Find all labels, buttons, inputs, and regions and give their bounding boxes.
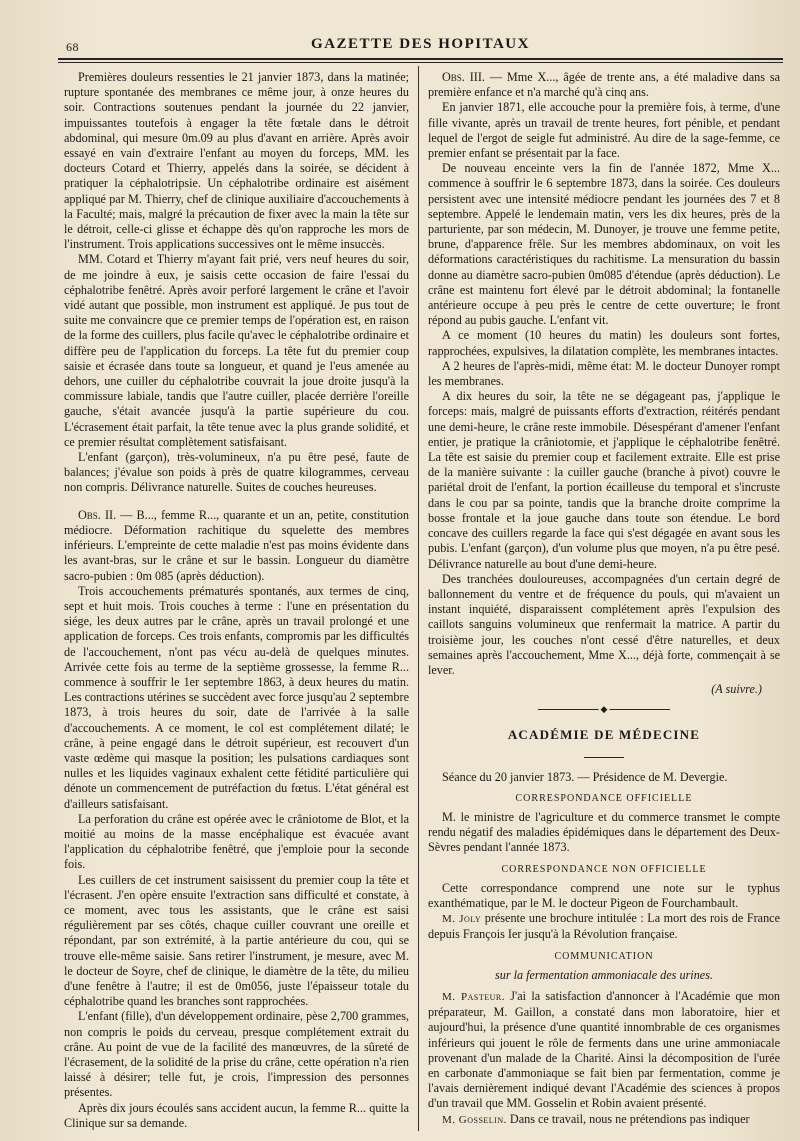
paragraph: Les cuillers de cet instrument saisissent du premier coup la tête et l'écrasent. J'en opère ensuite l'extraction sans difficulté et constate, à ce moment, avec tous les assistants, que le crâne est saisi régulièrement par ses côtés, chaque cuiller couvrant une oreille et répondant, par son extrémité, à la partie antérieure du cou, qui se trouve elle-même saisie. Sans retirer l'instrument, je mesure, avec M. le docteur de Soyre, chef de clinique, le diamètre de la tête, du milieu d'une fenêtre à l'autre; il est de 0m056, juste l'épaisseur totale du céphalotribe quand les branches sont rapprochées.: [64, 872, 409, 1009]
paragraph-text: Dans ce travail, nous ne prétendions pas indiquer: [506, 1111, 750, 1126]
header-rule-thin: [58, 62, 783, 63]
speaker-name: M. Joly: [442, 913, 482, 926]
paragraph: M. le ministre de l'agriculture et du commerce transmet le compte rendu négatif des maladies épidémiques dans le département des Deux-Sèvres pendant l'année 1873.: [428, 809, 780, 855]
subheading: COMMUNICATION: [554, 950, 654, 962]
to-be-continued: (A suivre.): [711, 682, 762, 697]
ornamental-separator: [428, 705, 780, 713]
paragraph: [428, 70, 780, 100]
paragraph: A dix heures du soir, la tête ne se dégageant pas, j'applique le forceps: mais, malgré de puissants efforts d'extraction, réitérés pendant une demi-heure, le crâne reste immobile. Désespérant d'amener l'enfant entier, je pratique la crâniotomie, et j'applique le céphalotribe fenêtré. La tête est saisie du premier coup et facilement extraite. Elle est prise de la manière suivante : la cuiller gauche (branche à pivot) couvre le pariétal droit de l'enfant, la portion écailleuse du temporal et s'incruste dans le cou par sa pointe, tandis que la branche droite comprime la bosse frontale et la joue gauche dans toute son étendue. Le bord concave des cuillers regarde la face qui s'est dégagée en avant sous les pubis. L'enfant (garçon), d'un volume plus que moyen, n'a pu être pesé. Délivrance naturelle au bout d'une demi-heure.: [428, 389, 780, 571]
observation-label: Obs. III.: [442, 70, 485, 84]
paragraph: La perforation du crâne est opérée avec le crâniotome de Blot, et la moitié au moins de la masse encéphalique est évacuée avant l'application du céphalotribe fenêtré, que j'emploie pour la seconde fois.: [64, 811, 409, 872]
speaker-name: M. Gosselin.: [442, 1113, 507, 1126]
communication-subtitle: sur la fermentation ammoniacale des urines.: [494, 967, 713, 982]
paragraph: De nouveau enceinte vers la fin de l'année 1872, Mme X... commence à souffrir le 6 septembre 1873, dans la soirée. Ces douleurs persistent avec une intensité médiocre pendant les journées des 7 et 8 septembre. Appelé le lendemain matin, vers les dix heures, près de la parturiente, par son médecin, M. Dunoyer, je trouve une femme petite, brune, d'apparence frêle. Sur les membres abdominaux, on voit les déformations caractéristiques du rachitisme. La mensuration du bassin donne au diamètre sacro-pubien 0m085 d'étendue (après déduction). Le crâne est maintenu fort élevé par le détroit abdominal; la fontanelle antérieure occupe à peu près le centre de cette ouverture; le front répond au pubis gauche. L'enfant vit.: [428, 161, 780, 328]
paragraph: Après dix jours écoulés sans accident aucun, la femme R... quitte la Clinique sur sa demande.: [64, 1100, 409, 1130]
paragraph: L'enfant (garçon), très-volumineux, n'a pu être pesé, faute de balances; j'évalue son poids à près de quatre kilogrammes, cerveau non compris. Délivrance naturelle. Suites de couches heureuses.: [64, 450, 409, 495]
paragraph: Trois accouchements prématurés spontanés, aux termes de cinq, sept et huit mois. Trois couches à terme : l'une en présentation du siége, les deux autres par le crâne, après un travail prolongé et une application de forceps. Ces trois enfants, compromis par les difficultés de l'accouchement, n'ont pas vécu au-delà de quelques minutes. Arrivée cette fois au terme de la septième grossesse, la femme R... commence à souffrir le 1er septembre 1863, à deux heures du matin. Les contractions utérines se succèdent avec force jusqu'au 2 septembre 1873, à trois heures du soir, date de l'arrivée à la salle d'accouchements. A ce moment, le col est complétement dilaté; le crâne, à peine engagé dans le détroit supérieur, est recouvert d'un vaste œdème qui masque la position; les pulsations cardiaques sont nulles et les liquides vaginaux exhalent cette fétidité particulière qui dénote un commencement de putréfaction du fœtus. L'état général est d'ailleurs satisfaisant.: [64, 583, 409, 811]
session-line: Séance du 20 janvier 1873. — Présidence de M. Devergie.: [442, 769, 728, 784]
paragraph: [428, 989, 780, 1112]
paragraph-text: — Mme X..., âgée de trente ans, a été maladive dans sa première enfance et n'a marché qu'à cinq ans.: [428, 70, 780, 100]
paragraph: L'enfant (fille), d'un développement ordinaire, pèse 2,700 grammes, non compris le poids du cerveau, presque complétement extrait du crâne. Au point de vue de la facilité des manœuvres, de la sûreté de l'écrasement, de la solidité de la prise du crâne, cette opération n'a rien laissé à désirer; telle fut, je crois, l'impression des personnes présentes.: [64, 1009, 409, 1100]
section-title: ACADÉMIE DE MÉDECINE: [507, 727, 701, 743]
speaker-name: M. Pasteur.: [442, 990, 506, 1003]
paragraph: Cette correspondance comprend une note sur le typhus exanthématique, par le M. le docteur Pigeon de Fourchambault.: [428, 880, 780, 910]
paragraph-text: — B..., femme R..., quarante et un an, petite, constitution médiocre. Déformation rachitique du squelette des membres inférieurs. L'empreinte de cette maladie n'est pas moins évidente dans les avant-bras, sur le crâne et sur le bassin. Longueur du diamètre sacro-pubien : 0m 085 (après déduction).: [64, 507, 409, 583]
paragraph: [64, 508, 409, 584]
right-column: [428, 70, 780, 1130]
page-header: [58, 28, 783, 58]
paragraph: Premières douleurs ressenties le 21 janvier 1873, dans la matinée; rupture spontanée des membranes ce même jour, à onze heures du soir. Contractions soutenues pendant la journée du 22 janvier, impuissantes toutefois à engager la tête fœtale dans le détroit abdominal, qui mesure 0m.09 au plus d'avant en arrière. Après avoir essayé en vain d'extraire l'enfant au moyen du forceps, MM. les docteurs Cotard et Thierry, appelés dans la soirée, se décident à pratiquer la céphalotripsie. Un céphalotribe ordinaire est aisément appliqué par M. Thierry, chef de clinique auxiliaire d'accouchements à la Faculté; mais, malgré la précaution de fixer avec la main la tête sur le détroit, celle-ci glisse et échappe dès qu'on rapproche les mors de l'instrument. Trois applications successives ont le même insuccès.: [64, 70, 409, 252]
paragraph: MM. Cotard et Thierry m'ayant fait prié, vers neuf heures du soir, de me joindre à eux, je saisis cette occasion de faire l'essai du céphalotribe fenêtré. Après avoir perforé largement le crâne et l'avoir vidé autant que possible, mon instrument est appliqué. Je pus tout de suite me convaincre que ce premier temps de l'opération est, en raison de la forme des cuillers, plus facile qu'avec le céphalotribe ordinaire et diffère peu de l'application du forceps. La tête fut du premier coup saisie et écrasée dans toute sa longueur, et quand je l'eus amenée au dehors, une cuiller du céphalotribe couvrait la joue droite jusqu'à la commissure labiale, tandis que l'autre cuiller, placée derrière l'oreille gauche, s'était avancée jusqu'à la partie supérieure du cou. L'écrasement était parfait, la tête tenue avec la plus grande solidité, et ce premier résultat complètement satisfaisant.: [64, 252, 409, 449]
subheading: CORRESPONDANCE NON OFFICIELLE: [501, 863, 707, 875]
paragraph: A 2 heures de l'après-midi, même état: M. le docteur Dunoyer rompt les membranes.: [428, 358, 780, 389]
paragraph: A ce moment (10 heures du matin) les douleurs sont fortes, rapprochées, expulsives, la dilatation complète, les membranes intactes.: [428, 328, 780, 358]
paragraph-text: J'ai la satisfaction d'annoncer à l'Académie que mon préparateur, M. Gaillon, a constaté dans mon laboratoire, hier et aujourd'hui, la présence d'une quantité innombrable de ces organismes inférieurs qui jouent le rôle de ferments dans une urine ammoniacale provenant d'un malade de la Charité. Ainsi la décomposition de l'urée en carbonate d'ammoniaque se fait bien par fermentation, comme je l'avais dernièrement indiqué devant l'Académie des sciences à propos d'un travail que MM. Gosselin et Robin avaient présenté.: [428, 988, 780, 1111]
section-rule: [584, 757, 624, 758]
subheading: CORRESPONDANCE OFFICIELLE: [515, 792, 693, 804]
journal-title: GAZETTE DES HOPITAUX: [311, 36, 530, 52]
column-divider: [418, 66, 419, 1131]
paragraph: [428, 911, 780, 942]
paragraph: Des tranchées douloureuses, accompagnées d'un certain degré de ballonnement du ventre et de fréquence du pouls, qui m'avaient un instant inquiété, disparaissent complétement après l'expulsion des caillots sanguins volumineux que renfermait la matrice. A partir du troisième jour, les couches n'ont cessé d'être naturelles, et deux semaines après l'accouchement, Mme X..., déjà forte, commençait à se lever.: [428, 571, 780, 677]
page-number: 68: [66, 40, 79, 54]
paragraph: [428, 1112, 780, 1128]
paragraph-text: présente une brochure intitulée : La mort des rois de France depuis François Ier jusqu'à la Révolution française.: [428, 911, 780, 942]
paragraph: En janvier 1871, elle accouche pour la première fois, à terme, d'une fille vivante, après un travail de trente heures, fort pénible, et pendant lequel de l'ergot de seigle fut administré. Au dire de la sage-femme, ce premier enfant se présentait par la face.: [428, 100, 780, 161]
left-column: [64, 70, 409, 1130]
header-rule: [58, 58, 783, 60]
observation-label: Obs. II.: [78, 507, 117, 522]
